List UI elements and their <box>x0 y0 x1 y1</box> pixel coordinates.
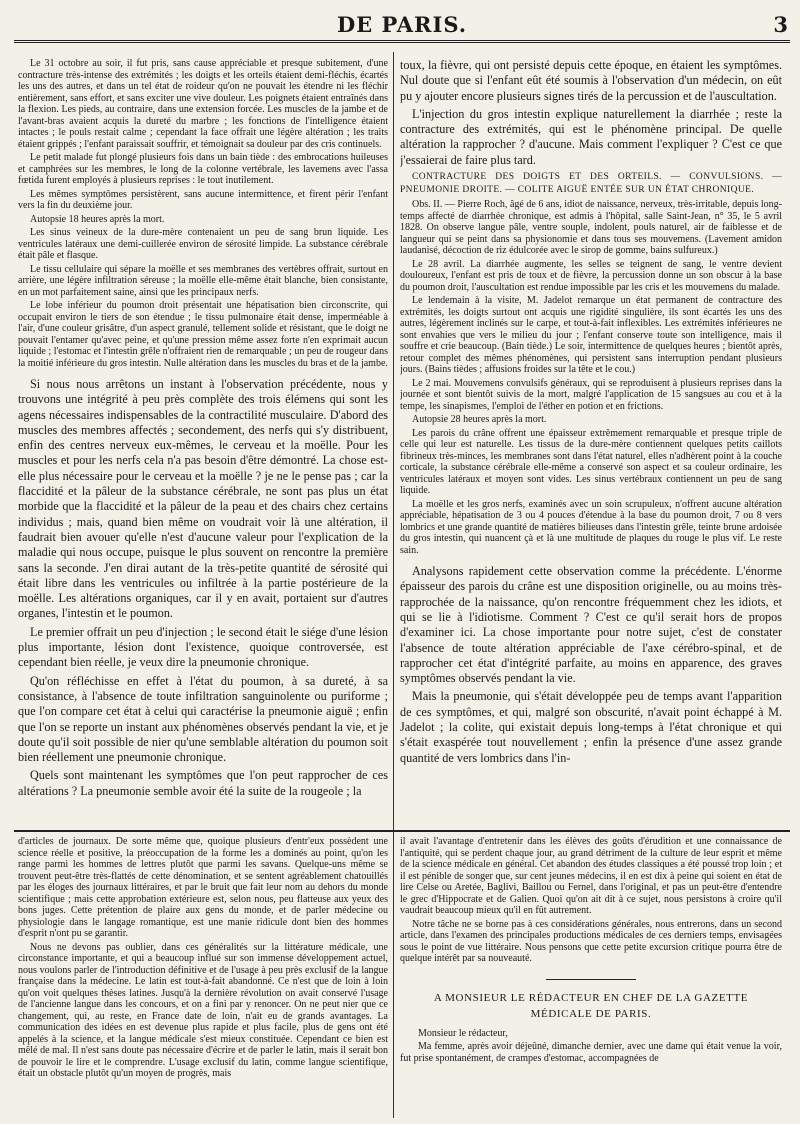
paragraph: Analysons rapidement cette observation comme la précédente. L'énorme épaisseur des parois du crâne est une disposition originelle, ou au moins très-rapprochée de la naissance, qu'on rencontre fréquemment chez les idiots, et qui se lie à l'idiotisme. Comment ? C'est ce qu'il serait hors de propos d'examiner ici. La chose importante pour notre sujet, c'est de constater l'absence de toute altération appréciable de l'axe cérébro-spinal, et de rapprocher cet état d'intégrité parfaite, au moins en apparence, des graves symptômes observés pendant la vie. <box>400 564 782 686</box>
paragraph: Le premier offrait un peu d'injection ; le second était le siége d'une lésion plus importante, lésion dont l'existence, quoique controversée, est cependant bien réelle, je veux dire la pneumonie chronique. <box>18 624 388 670</box>
paragraph: Ma femme, après avoir déjeûné, dimanche dernier, avec une dame qui était venue la voir, fut prise spontanément, de crampes d'estomac, accompagnées de <box>400 1041 782 1064</box>
paragraph: Le 2 mai. Mouvemens convulsifs généraux, qui se reproduisent à plusieurs reprises dans la journée et sont bientôt suivis de la mort, malgré l'application de 15 sangsues au cou et à la tempe, les sinapismes, l'emploi de l'éther en potion et en frictions. <box>400 377 782 412</box>
paragraph: toux, la fièvre, qui ont persisté depuis cette époque, en étaient les symptômes. Nul doute que si l'enfant eût été soumis à l'observation d'un médecin, on eût pu y ajouter encore plusieurs signes tirés de la percussion et de l'auscultation. <box>400 58 782 103</box>
commentary-two-text <box>400 564 782 766</box>
commentary-one-text <box>18 377 388 799</box>
paragraph: Mais la pneumonie, qui s'était développée peu de temps avant l'apparition de ces symptômes, et qui, malgré son obscurité, n'avait point échappé à M. Jadelot ; la colite, qui existait depuis long-temps à l'état chronique et qui s'était exaspérée tout nouvellement ; enfin la présence d'une assez grande quantité de vers lombrics dans l'in- <box>400 689 782 765</box>
column-upper-right <box>400 58 782 826</box>
paragraph: Le 28 avril. La diarrhée augmente, les selles se teignent de sang, le ventre devient douloureux, l'enfant est pris de toux et de fièvre, la percussion donne un son obscur à la base du poumon droit, l'auscultation est rendue impossible par les cris et les mouvemens du malade. <box>400 258 782 293</box>
paragraph: Nous ne devons pas oublier, dans ces généralités sur la littérature médicale, une circonstance importante, et qui a beaucoup influé sur son immense développement actuel, nous voulons parler de l'introduction définitive et de l'usage à peu près exclusif de la langue française dans la médecine. Le latin est tout-à-fait abandonné. Ce n'est que de loin à loin qu'on voit quelques thèses latines. Jusqu'à la dernière révolution on avait conservé l'usage de l'ancienne langue dans les concours, et on a fini par y renoncer. On ne peut nier que ce changement, qui, au reste, en France date de loin, n'ait eu de grands avantages. La communication des idées en est devenue plus rapide et plus facile, plus de gens ont été appelés à la science, et la langue médicale s'est mieux constituée. Cependant ce bien est mêlé de mal. Il n'est sans doute pas nécessaire d'écrire et de parler le latin, mais il serait bon de pouvoir le lire et le comprendre. L'usage exclusif du latin, comme langue scientifique, était un obstacle plutôt qu'un moyen de progrès, mais <box>18 941 388 1079</box>
observation-two-text <box>400 199 782 556</box>
paragraph: Le petit malade fut plongé plusieurs fois dans un bain tiède : des embrocations huileuses et camphrées sur les membres, le long de la colonne vertébrale, les lavemens avec l'assa fœtida furent employés à plusieurs reprises : le tout inutilement. <box>18 152 388 186</box>
paragraph: La moëlle et les gros nerfs, examinés avec un soin scrupuleux, n'offrent aucune altération appréciable, hépatisation de 3 ou 4 pouces d'étendue à la base du poumon droit, 7 ou 8 vers lombrics et une grande quantité de matières bilieuses dans l'intestin grêle, teinte brune ardoisée du gros intestin, qui nuancent çà et là une multitude de plaques du rouge le plus vif. Le reste sain. <box>400 498 782 556</box>
paragraph: Autopsie 18 heures après la mort. <box>30 213 165 225</box>
column-lower-right <box>400 836 782 1118</box>
column-lower-left <box>18 836 388 1118</box>
running-title: DE PARIS. <box>336 12 468 37</box>
column-upper-left <box>18 58 388 826</box>
observation-one-text <box>18 58 388 369</box>
short-rule <box>546 979 636 980</box>
paragraph: Le lobe inférieur du poumon droit présentait une hépatisation bien circonscrite, qui occupait environ le tiers de son étendue ; le tissu pulmonaire était dense, imperméable à l'air, d'une couleur grisâtre, d'un aspect granulé, tellement solide et résistant, que le doigt ne pouvait l'entamer qu'avec peine, et qu'une pression même assez forte n'en exprimait aucun liquide ; l'estomac et l'intestin grêle n'offraient rien de remarquable ; un peu de rougeur dans la moitié inférieure du gros intestin. Nulle altération dans les muscles du bras et de la jambe. <box>18 300 388 369</box>
paragraph: Le lendemain à la visite, M. Jadelot remarque un état permanent de contracture des extrémités, les doigts surtout ont acquis une rigidité singulière, ils sont écartés les uns des autres, légèrement inclinés sur le carpe, et tout-à-fait inflexibles. Les extrémités inférieures ne sont envahies que vers le milieu du jour ; l'enfant conserve toute son intelligence, mais il souffre et crie beaucoup. (Bain tiède.) Le soir, intermittence de quelques heures ; bientôt après, retour complet des mêmes phénomènes, qui persistent sans interruption pendant plusieurs jours. (Bains tièdes ; affusions froides sur la tête et le cou.) <box>400 295 782 376</box>
section-heading: CONTRACTURE DES DOIGTS ET DES ORTEILS. — CONVULSIONS. — PNEUMONIE DROITE. — COLITE AIGUË ENTÉE SUR UN ÉTAT CHRONIQUE. <box>400 172 782 196</box>
page-header <box>14 10 790 43</box>
paragraph: Quels sont maintenant les symptômes que l'on peut rapprocher de ces altérations ? La pneumonie semble avoir été la suite de la rougeole ; la <box>18 768 388 798</box>
paragraph: Les parois du crâne offrent une épaisseur extrêmement remarquable et presque triple de celle qui leur est naturelle. Les tissus de la dure-mère contiennent quelques petits caillots fibrineux très-minces, les membranes sont dans l'état naturel, elles n'adhèrent point à la couche corticale, la substance cérébrale elle-même a conservé son aspect et sa couleur ordinaire, les ventricules latéraux et moyen sont vides. Les sinus vertébraux contiennent un peu de sang liquide. <box>400 427 782 497</box>
paragraph: il avait l'avantage d'entretenir dans les élèves des goûts d'érudition et une connaissance de l'antiquité, qui se perdent chaque jour, au grand détriment de la culture de leur esprit et même de la science médicale en général. Cet abandon des études classiques a été poussé trop loin ; et il est pénible de songer que, sur cent jeunes médecins, il en est dix à peine qui soient en état de lire Celse ou Aretée, Baglivi, Baillou ou Fernel, dans l'original, et pas un peut-être d'entendre le grec d'Hippocrate et de Galien. Quoi qu'on ait dit à ce sujet, nous persistons à croire qu'il vaudrait beaucoup mieux qu'il en fût autrement. <box>400 836 782 916</box>
paragraph: L'injection du gros intestin explique naturellement la diarrhée ; reste la contracture des extrémités, qui est le phénomène principal. De quelle altération la rapprocher ? d'aucune. Mais comment l'expliquer ? C'est ce que j'essaierai de faire plus tard. <box>400 106 782 167</box>
paragraph: Notre tâche ne se borne pas à ces considérations générales, nous entrerons, dans un second article, dans l'examen des principales productions médicales de ces derniers temps, envisagées sous le point de vue littéraire. Nous pensons que cette petite excursion critique pourra être de quelque intérêt par sa nouveauté. <box>400 918 782 964</box>
section-divider <box>14 830 790 832</box>
paragraph: Le tissu cellulaire qui sépare la moëlle et ses membranes des vertèbres offrait, surtout en arrière, une légère infiltration séreuse ; la moëlle elle-même était blanche, bien consistante, en un mot parfaitement saine, ainsi que les principaux nerfs. <box>18 263 388 298</box>
paragraph: Le 31 octobre au soir, il fut pris, sans cause appréciable et presque subitement, d'une contracture très-intense des extrémités ; les doigts et les orteils étaient demi-fléchis, écartés les uns des autres, et dans un tel état de roideur qu'on ne pouvait les étendre ni les fléchir entièrement, sans effort, et sans exciter une vive douleur. Les poignets étaient entraînés dans la flexion. Les pieds, au contraire, dans une extension forcée. Les muscles de la jambe et de l'avant-bras avaient acquis la dureté du marbre ; les fonctions de l'intelligence étaient intactes ; le pouls restait calme ; cependant la face offrait une légère altération ; les traits étaient grippés ; l'enfant paraissait souffrir, et témoignait sa douleur par des cris continuels. <box>18 58 388 150</box>
letter-heading-line: MÉDICALE DE PARIS. <box>530 1007 652 1020</box>
commentary-continued <box>400 58 782 168</box>
column-divider <box>393 52 394 1118</box>
letter-salutation: Monsieur le rédacteur, <box>418 1027 508 1039</box>
paragraph: Les mêmes symptômes persistèrent, sans aucune intermittence, et firent périr l'enfant vers la fin du deuxième jour. <box>18 188 388 211</box>
paragraph: Autopsie 28 heures après la mort. <box>412 414 547 426</box>
paragraph: Si nous nous arrêtons un instant à l'observation précédente, nous y trouvons une intégrité à peu près complète des trois élémens qui sont les agens nécessaires indispensables de la contractilité musculaire. D'abord des muscles des membres affectés ; secondement, des nerfs qui s'y distribuent, enfin des centres nerveux eux-mêmes, le cerveau et la moëlle. Pour les muscles et pour les nerfs cela n'a pas besoin d'être démontré. La chose est-elle plus nécessaire pour le cerveau et la moëlle ? je ne le pense pas ; car la flaccidité et la pâleur de la substance cérébrale, ne sont pas plus un état morbide que la flaccidité et la pâleur de la peau et des chairs chez certains individus ; mais, quand bien même on voudrait voir là une altération, il faudrait bien avouer qu'elle n'est d'aucune valeur pour l'explication de la maladie qui nous occupe, puisque le plus souvent on rencontre la première sans la seconde. J'en dirai autant de la très-petite quantité de sérosité qui était libre dans les ventricules ou infiltrée à la partie postérieure de la moëlle. Les altérations organiques, car il y en avait, portaient sur d'autres organes, l'intestin et le poumon. <box>18 377 388 621</box>
paragraph: d'articles de journaux. De sorte même que, quoique plusieurs d'entr'eux possèdent une science réelle et positive, la préoccupation de la forme les a dominés au point, qu'on les range parmi les hommes de lettres plutôt que parmi les savans. Quelque-uns même se trouvent peut-être très-flattés de cette dénomination, et se sentent agréablement chatouillés par les éloges des journaux littéraires, et par le bruit que fait leur nom au dehors du monde scientifique ; mais cette approbation extérieure est, selon nous, peu flatteuse aux yeux des bons juges. Cette prétention de plaire aux gens du monde, et de parler médecine ou physiologie dans le langage romantique, est une manie ridicule dont bien des hommes d'esprit n'ont pu se garantir. <box>18 836 388 939</box>
letter-body <box>400 1028 782 1065</box>
letter-heading-line: A MONSIEUR LE RÉDACTEUR EN CHEF DE LA GAZETTE <box>433 991 749 1004</box>
page-number: 3 <box>773 12 788 37</box>
paragraph: Qu'on réfléchisse en effet à l'état du poumon, à sa dureté, à sa consistance, à l'absence de toute infiltration sanguinolente ou puriforme ; que l'on compare cet état à celui qui caractérise la pneumonie aiguë ; enfin que l'on se reporte un instant aux phénomènes observés pendant la vie, et je doute qu'il soit possible de nier qu'une semblable altération du poumon soit bien réellement une pneumonie chronique. <box>18 673 388 765</box>
paragraph: Obs. II. — Pierre Roch, âgé de 6 ans, idiot de naissance, nerveux, très-irritable, depuis long-temps affecté de diarrhée chronique, est admis à l'hôpital, salle Saint-Jean, n° 35, le 5 avril 1828. On observe langue pâle, ventre souple, indolent, pouls naturel, air de faiblesse et de langueur qui se peint dans sa physionomie et dans tous ses mouvemens. (Lavement amidon laudanisé, décoction de riz édulcorée avec le sirop de gomme, bains sulfureux.) <box>400 199 782 257</box>
paragraph: Les sinus veineux de la dure-mère contenaient un peu de sang brun liquide. Les ventricules latéraux une demi-cuillerée environ de sérosité limpide. La substance cérébrale était pâle et flasque. <box>18 227 388 261</box>
letter-heading <box>400 990 782 1022</box>
